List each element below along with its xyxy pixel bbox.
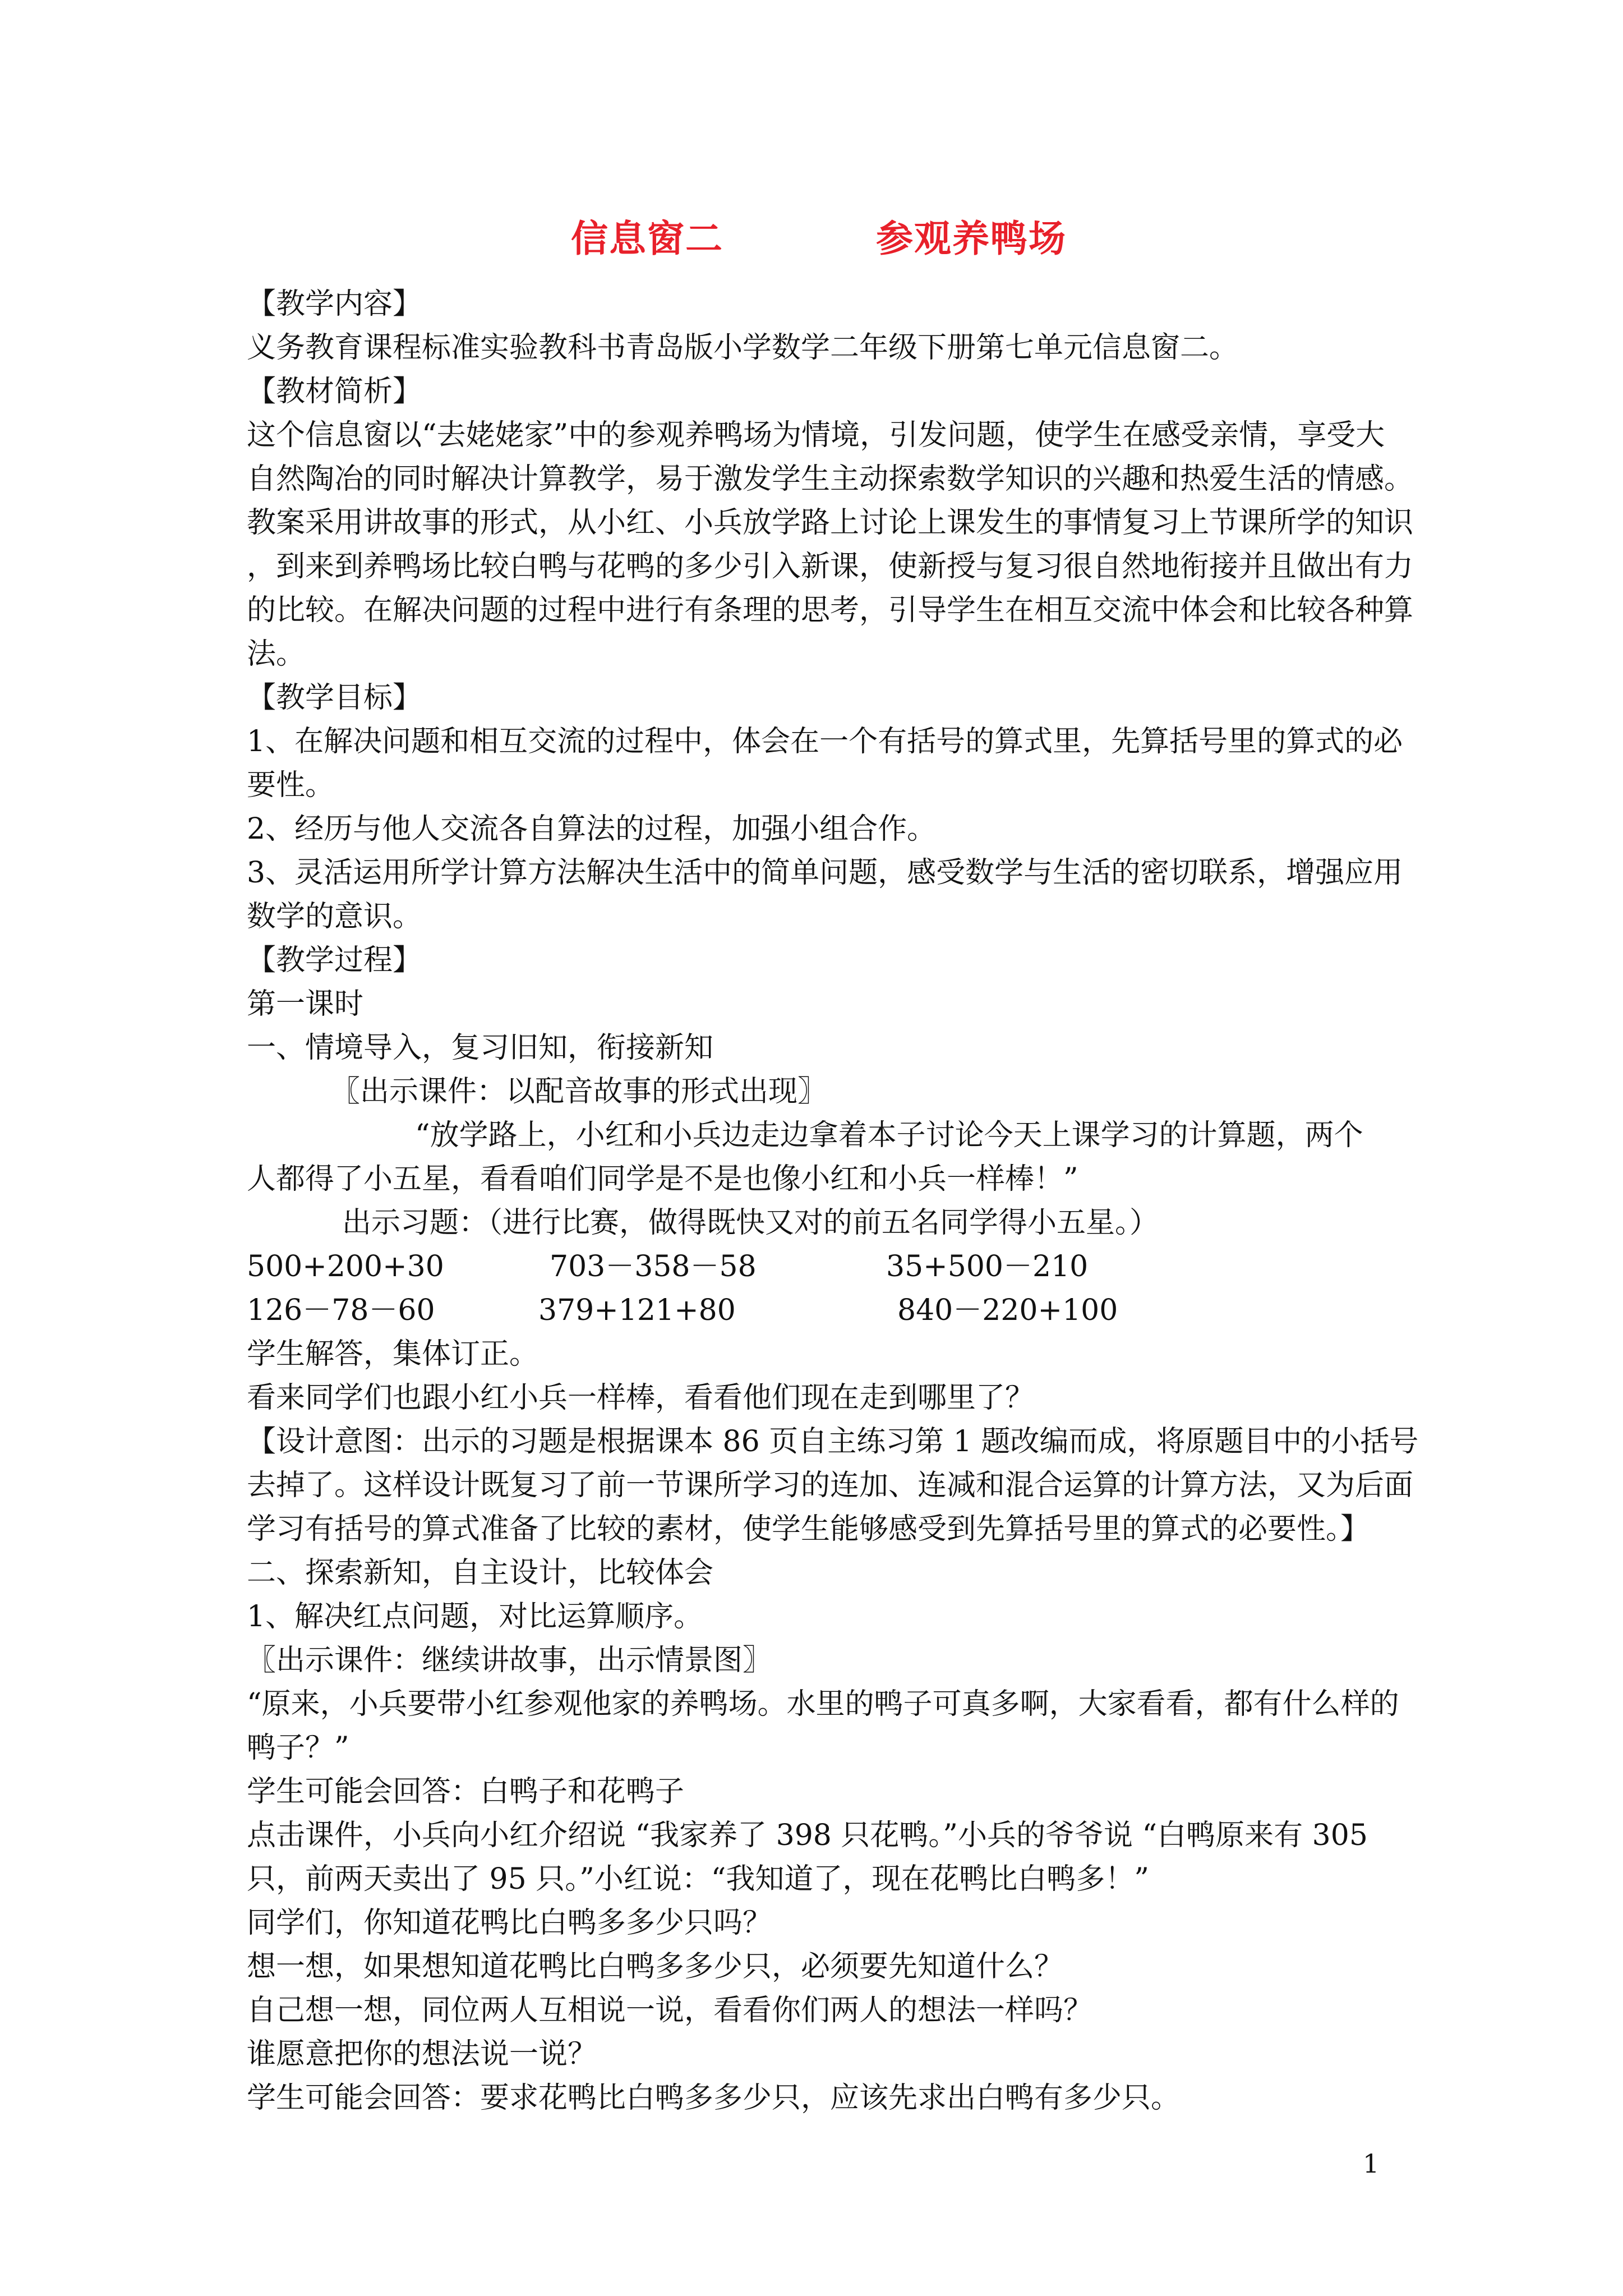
text-line: 第一课时 [247,987,364,1021]
text-line: 学习有括号的算式准备了比较的素材，使学生能够感受到先算括号里的算式的必要性。】 [247,1512,1370,1546]
exercise-item: 500+200+30 [247,1250,444,1283]
exercise-item: 379+121+80 [538,1294,736,1327]
text-line: 想一想，如果想知道花鸭比白鸭多多少只，必须要先知道什么？ [247,1950,1064,1984]
text-line: 要性。 [247,769,335,802]
text-line: 一、情境导入，复习旧知，衔接新知 [247,1031,714,1065]
text-line: 学生解答，集体订正。 [247,1337,539,1371]
page-title: 信息窗二 参观养鸭场 [571,217,1067,260]
text-line: 出示习题：（进行比赛，做得既快又对的前五名同学得小五星。） [342,1206,1159,1240]
text-line: 谁愿意把你的想法说一说？ [247,2037,597,2071]
page-number: 1 [1363,2148,1380,2179]
text-line: 鸭子？” [247,1731,349,1765]
text-line: 的比较。在解决问题的过程中进行有条理的思考，引导学生在相互交流中体会和比较各种算 [247,593,1414,627]
text-line: 只，前两天卖出了 95 只。”小红说：“我知道了，现在花鸭比白鸭多！” [247,1862,1149,1896]
exercise-item: 840－220+100 [897,1294,1118,1327]
text-line: 【教学过程】 [247,944,422,977]
text-line: 3、灵活运用所学计算方法解决生活中的简单问题，感受数学与生活的密切联系，增强应用 [247,856,1403,890]
text-line: 【教学目标】 [247,681,422,715]
text-line: “原来，小兵要带小红参观他家的养鸭场。水里的鸭子可真多啊，大家看看，都有什么样的 [247,1687,1399,1721]
exercise-row [247,1250,1391,1283]
text-line: ，到来到养鸭场比较白鸭与花鸭的多少引入新课，使新授与复习很自然地衔接并且做出有力 [247,550,1414,583]
text-line: 自己想一想，同位两人互相说一说，看看你们两人的想法一样吗？ [247,1994,1093,2027]
exercise-item: 703－358－58 [550,1250,757,1283]
text-line: 〖出示课件：以配音故事的形式出现〗 [331,1075,827,1108]
text-line: 自然陶冶的同时解决计算教学，易于激发学生主动探索数学知识的兴趣和热爱生活的情感。 [247,462,1414,496]
text-line: 义务教育课程标准实验教科书青岛版小学数学二年级下册第七单元信息窗二。 [247,331,1239,365]
text-line: 教案采用讲故事的形式，从小红、小兵放学路上讨论上课发生的事情复习上节课所学的知识 [247,506,1414,540]
text-line: 学生可能会回答：白鸭子和花鸭子 [247,1775,685,1809]
text-line: 学生可能会回答：要求花鸭比白鸭多多少只，应该先求出白鸭有多少只。 [247,2081,1181,2115]
text-line: 数学的意识。 [247,900,422,933]
text-line: 人都得了小五星，看看咱们同学是不是也像小红和小兵一样棒！” [247,1162,1078,1196]
text-line: 〖出示课件：继续讲故事，出示情景图〗 [247,1644,772,1677]
text-line: 法。 [247,637,306,671]
text-line: 去掉了。这样设计既复习了前一节课所学习的连加、连减和混合运算的计算方法，又为后面 [247,1469,1414,1502]
exercise-item: 126－78－60 [247,1294,435,1327]
text-line: “放学路上，小红和小兵边走边拿着本子讨论今天上课学习的计算题，两个 [415,1119,1363,1152]
text-line: 点击课件，小兵向小红介绍说 “我家养了 398 只花鸭。”小兵的爷爷说 “白鸭原来有 305 [247,1819,1368,1852]
text-line: 【教学内容】 [247,287,422,321]
text-line: 看来同学们也跟小红小兵一样棒，看看他们现在走到哪里了？ [247,1381,1035,1415]
text-line: 这个信息窗以“去姥姥家”中的参观养鸭场为情境，引发问题，使学生在感受亲情，享受大 [247,418,1385,452]
text-line: 【设计意图：出示的习题是根据课本 86 页自主练习第 1 题改编而成，将原题目中的小括号 [247,1425,1419,1458]
exercise-item: 35+500－210 [886,1250,1089,1283]
text-line: 二、探索新知，自主设计，比较体会 [247,1556,714,1590]
exercise-row [247,1294,1391,1327]
text-line: 【教材简析】 [247,375,422,408]
text-line: 同学们，你知道花鸭比白鸭多多少只吗？ [247,1906,772,1940]
text-line: 1、在解决问题和相互交流的过程中，体会在一个有括号的算式里，先算括号里的算式的必 [247,725,1403,758]
text-line: 1、解决红点问题，对比运算顺序。 [247,1600,703,1634]
text-line: 2、经历与他人交流各自算法的过程，加强小组合作。 [247,812,937,846]
